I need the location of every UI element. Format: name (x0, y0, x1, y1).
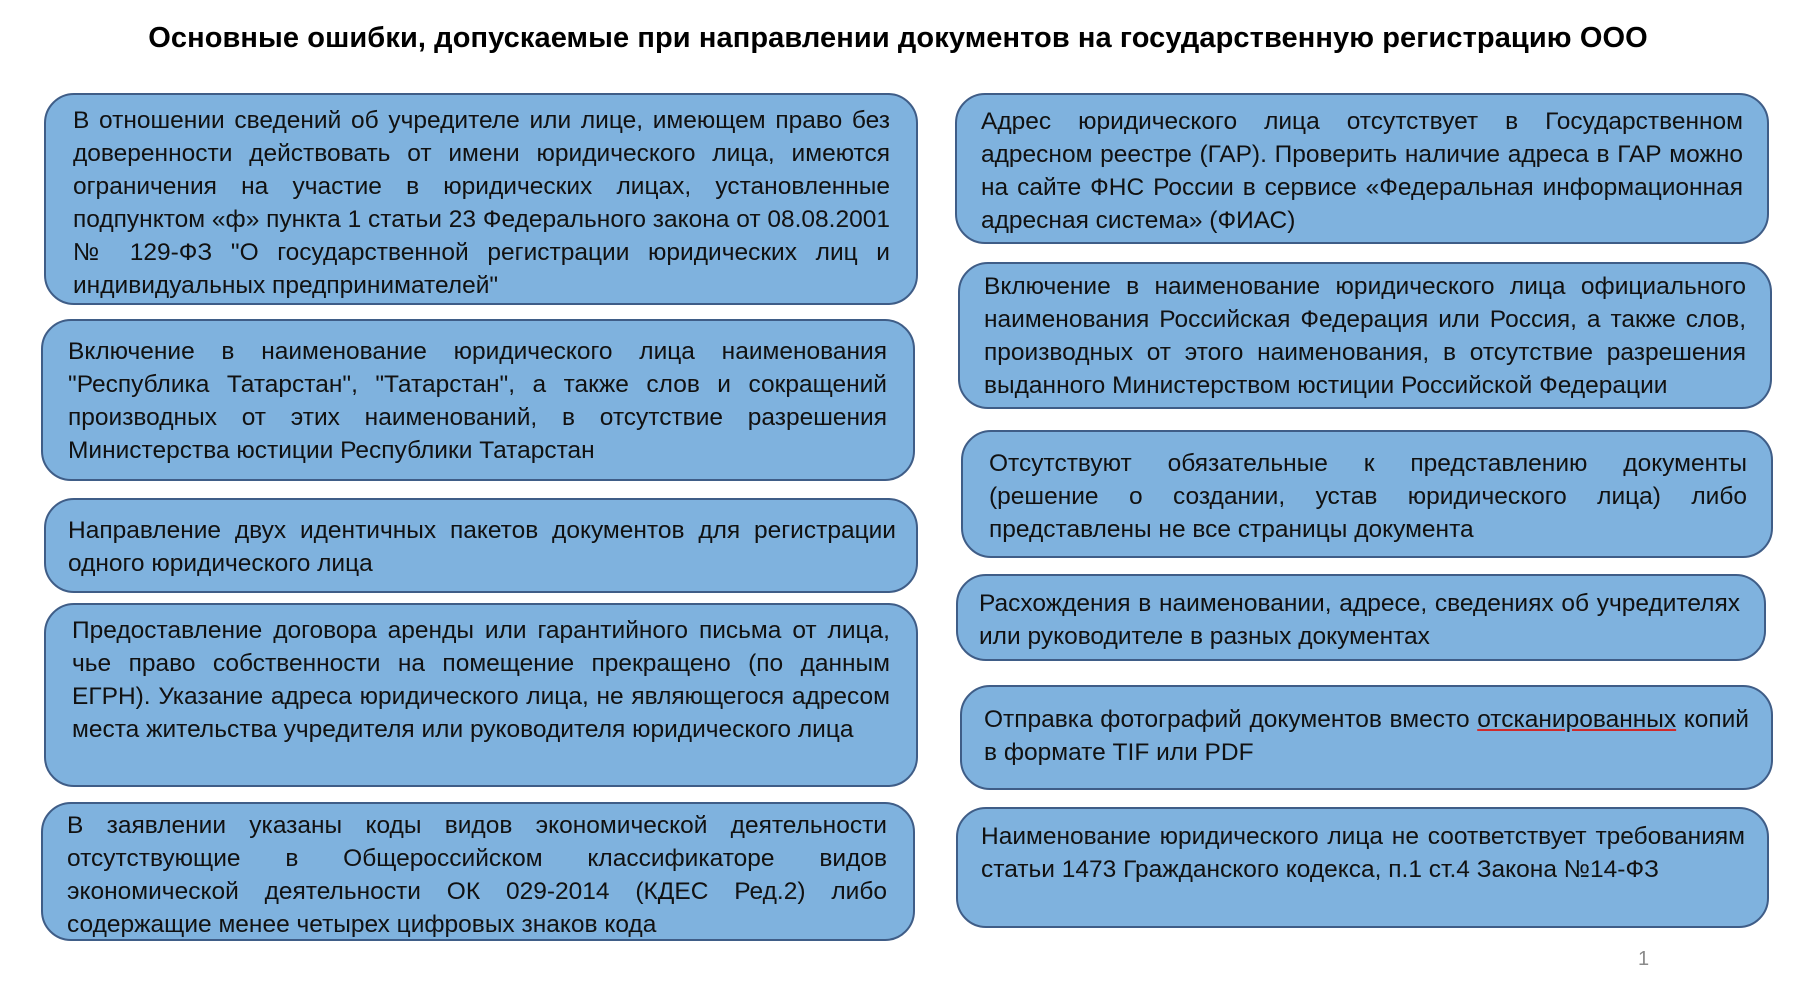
error-box-missing-documents: Отсутствуют обязательные к представлению документы (решение о создании, устав юридического лица) либо представлены не все страницы документа (961, 430, 1773, 558)
error-box-address-gar: Адрес юридического лица отсутствует в Государственном адресном реестре (ГАР). Проверить наличие адреса в ГАР можно на сайте ФНС России в сервисе «Федеральная информационная адресная система» (ФИАС) (955, 93, 1769, 244)
photos-text-underlined: отсканированных (1477, 706, 1677, 733)
error-box-duplicate-packages: Направление двух идентичных пакетов документов для регистрации одного юридического лица (44, 498, 918, 593)
error-box-founder-restrictions: В отношении сведений об учредителе или лице, имеющем право без доверенности действовать от имени юридического лица, имеются ограничения на участие в юридических лицах, установленные подпунктом «ф» пункта 1 статьи 23 Федерального закона от 08.08.2001 № 129-ФЗ "О государственной регистрации юридических лиц и индивидуальных предпринимателей" (44, 93, 918, 305)
error-box-lease-address: Предоставление договора аренды или гарантийного письма от лица, чье право собственности на помещение прекращено (по данным ЕГРН). Указание адреса юридического лица, не являющегося адресом места жительства учредителя или руководителя юридического лица (44, 603, 918, 787)
error-box-data-mismatch: Расхождения в наименовании, адресе, сведениях об учредителях или руководителе в разных документах (956, 574, 1766, 661)
error-box-name-requirements: Наименование юридического лица не соответствует требованиям статьи 1473 Гражданского кодекса, п.1 ст.4 Закона №14-ФЗ (956, 807, 1769, 928)
photos-text-before: Отправка фотографий документов вместо (984, 706, 1478, 733)
error-box-tatarstan-name: Включение в наименование юридического лица наименования "Республика Татарстан", "Татарстан", а также слов и сокращений производных от этих наименований, в отсутствие разрешения Министерства юстиции Республики Татарстан (41, 319, 915, 481)
error-box-photos-instead-of-scans (960, 685, 1773, 790)
error-box-okved-codes: В заявлении указаны коды видов экономической деятельности отсутствующие в Общероссийском классификаторе видов экономической деятельности ОК 029-2014 (КДЕС Ред.2) либо содержащие менее четырех цифровых знаков кода (41, 802, 915, 941)
error-box-russia-name: Включение в наименование юридического лица официального наименования Российская Федерация или Россия, а также слов, производных от этого наименования, в отсутствие разрешения выданного Министерством юстиции Российской Федерации (958, 262, 1772, 409)
page-number: 1 (1638, 948, 1650, 970)
slide-title: Основные ошибки, допускаемые при направлении документов на государственную регистрацию ООО (148, 22, 1648, 54)
photos-text-after: копий в формате TIF или PDF (984, 706, 1749, 766)
